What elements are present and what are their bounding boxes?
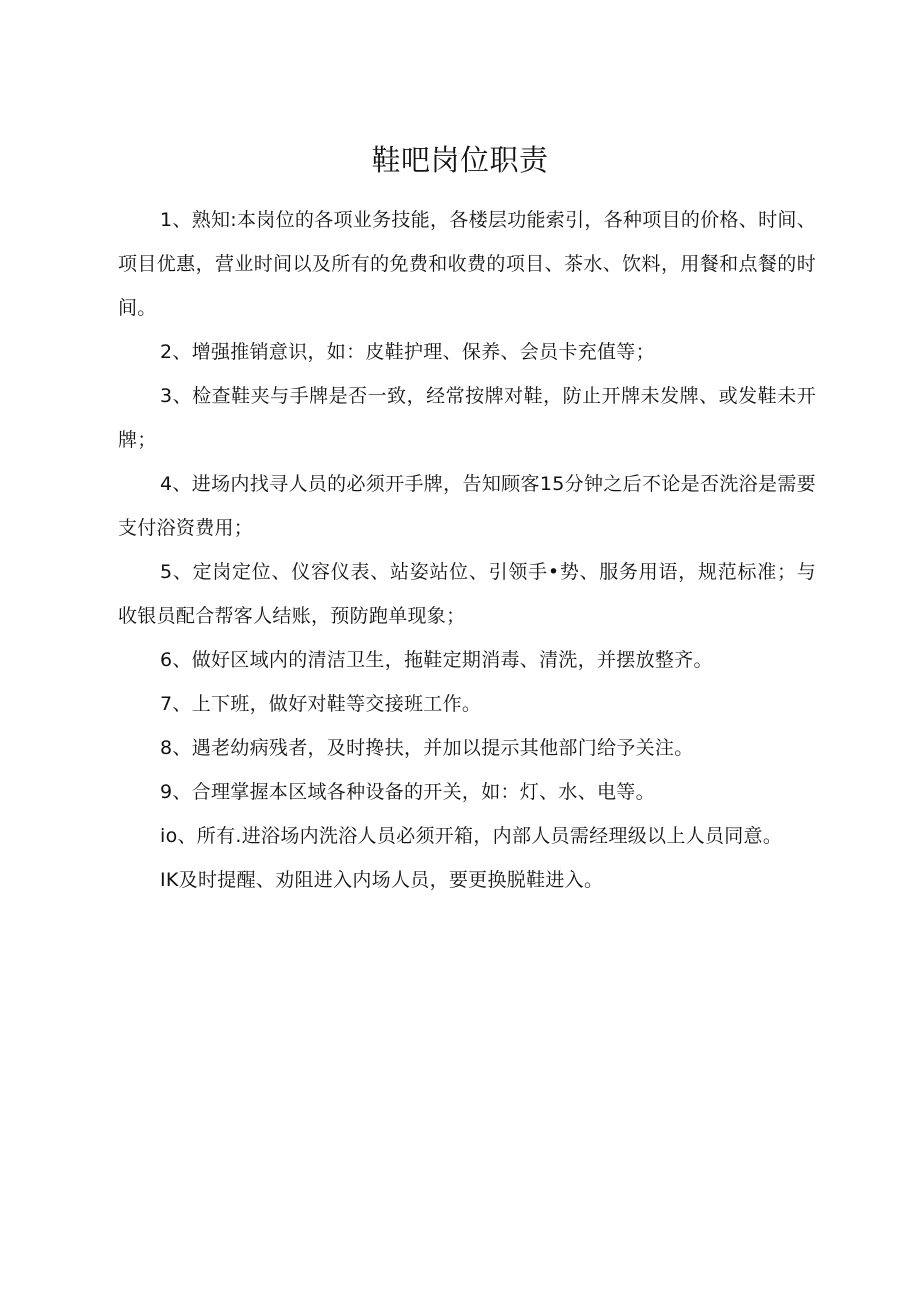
duty-item-1: 1、熟知:本岗位的各项业务技能，各楼层功能索引，各种项目的价格、时间、项目优惠，营业时间以及所有的免费和收费的项目、茶水、饮料，用餐和点餐的时间。 <box>118 209 816 319</box>
duty-item-9: 9、合理掌握本区域各种设备的开关，如：灯、水、电等。 <box>160 781 655 803</box>
duty-item-11: IK及时提醒、劝阻进入内场人员，要更换脱鞋进入。 <box>160 869 604 891</box>
duty-item-3: 3、检查鞋夹与手牌是否一致，经常按牌对鞋，防止开牌未发牌、或发鞋未开牌； <box>118 385 816 451</box>
duty-item-8: 8、遇老幼病残者，及时搀扶，并加以提示其他部门给予关注。 <box>160 737 694 759</box>
duty-list <box>118 198 816 902</box>
duty-item-4: 4、进场内找寻人员的必须开手牌，告知顾客15分钟之后不论是否洗浴是需要支付浴资费用； <box>118 473 816 539</box>
duty-item-5: 5、定岗定位、仪容仪表、站姿站位、引领手•势、服务用语，规范标准；与收银员配合帮客人结账，预防跑单现象； <box>118 561 816 627</box>
duty-item-10: io、所有.进浴场内洗浴人员必须开箱，内部人员需经理级以上人员同意。 <box>160 825 783 847</box>
document-title: 鞋吧岗位职责 <box>371 143 549 177</box>
duty-item-2: 2、增强推销意识，如：皮鞋护理、保养、会员卡充值等； <box>160 341 655 363</box>
duty-item-6: 6、做好区域内的清洁卫生，拖鞋定期消毒、清洗，并摆放整齐。 <box>160 649 713 671</box>
duty-item-7: 7、上下班，做好对鞋等交接班工作。 <box>160 693 482 715</box>
